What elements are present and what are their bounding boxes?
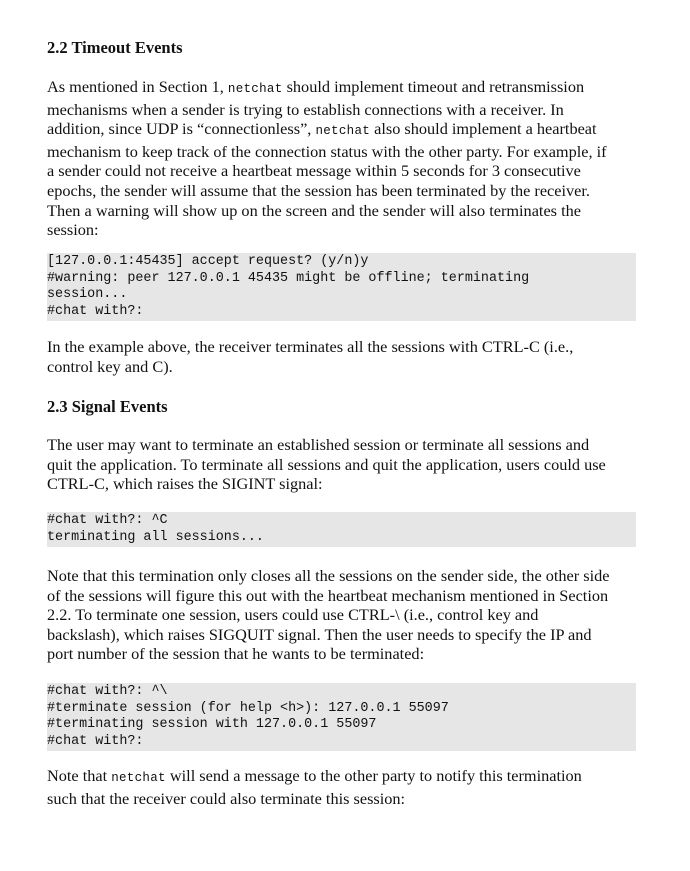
text-run: such that the receiver could also terminate this session: bbox=[47, 788, 406, 808]
text-run: port number of the session that he wants to be terminated: bbox=[47, 644, 425, 664]
paragraph-timeout-example bbox=[47, 337, 639, 376]
code-line: #chat with?: bbox=[47, 733, 144, 749]
paragraph-line bbox=[47, 220, 639, 240]
paragraph-line bbox=[47, 455, 639, 475]
paragraph-signal-final bbox=[47, 766, 639, 808]
paragraph-line bbox=[47, 201, 639, 221]
paragraph-line bbox=[47, 605, 639, 625]
inline-code: netchat bbox=[111, 771, 166, 785]
paragraph-line bbox=[47, 100, 639, 120]
text-run: In the example above, the receiver terminates all the sessions with CTRL-C (i.e., bbox=[47, 337, 574, 356]
code-block-timeout bbox=[47, 253, 636, 321]
paragraph-signal-note bbox=[47, 566, 639, 664]
text-run: Note that this termination only closes all the sessions on the sender side, the other side bbox=[47, 566, 610, 585]
text-run: 2.2. To terminate one session, users could use CTRL-\ (i.e., control key and bbox=[47, 605, 539, 625]
text-run: mechanisms when a sender is trying to establish connections with a receiver. In bbox=[47, 99, 564, 119]
text-run: Then a warning will show up on the screen and the sender will also terminates the bbox=[47, 200, 581, 220]
code-line: #terminating session with 127.0.0.1 55097 bbox=[47, 717, 377, 732]
inline-code: netchat bbox=[227, 82, 283, 96]
code-line: #chat with?: ^\ bbox=[47, 684, 168, 699]
paragraph-line bbox=[47, 474, 639, 494]
paragraph-line bbox=[47, 789, 639, 809]
section-heading-timeout: 2.2 Timeout Events bbox=[47, 38, 183, 57]
text-run: As mentioned in Section 1, bbox=[47, 77, 228, 96]
code-line: terminating all sessions... bbox=[47, 529, 264, 545]
paragraph-line bbox=[47, 181, 639, 201]
text-run: quit the application. To terminate all sessions and quit the application, users could use bbox=[47, 454, 606, 474]
code-block-sigint bbox=[47, 512, 636, 547]
paragraph-line bbox=[47, 142, 639, 162]
text-run: epochs, the sender will assume that the session has been terminated by the receiver. bbox=[47, 180, 590, 200]
paragraph-line bbox=[47, 625, 639, 645]
inline-code: netchat bbox=[315, 124, 371, 139]
text-run: will send a message to the other party to notify this termination bbox=[165, 766, 582, 785]
text-run: backslash), which raises SIGQUIT signal. Then the user needs to specify the IP and bbox=[47, 624, 592, 644]
paragraph-line bbox=[47, 566, 639, 586]
paragraph-line bbox=[47, 766, 639, 789]
code-block-sigquit bbox=[47, 683, 636, 751]
text-run: mechanism to keep track of the connection status with the other party. For example, if bbox=[47, 141, 607, 161]
paragraph-line bbox=[47, 119, 639, 142]
code-line: #chat with?: ^C bbox=[47, 513, 168, 528]
text-run: should implement timeout and retransmission bbox=[282, 77, 585, 96]
text-run: Note that bbox=[47, 766, 112, 785]
code-line: #chat with?: bbox=[47, 303, 144, 319]
section-heading-signal: 2.3 Signal Events bbox=[47, 397, 168, 416]
paragraph-line bbox=[47, 435, 639, 455]
text-run: a sender could not receive a heartbeat message within 5 seconds for 3 consecutive bbox=[47, 161, 581, 181]
text-run: control key and C). bbox=[47, 356, 173, 376]
text-run: session: bbox=[47, 220, 99, 240]
paragraph-line bbox=[47, 644, 639, 664]
paragraph-timeout-intro bbox=[47, 77, 639, 240]
code-line: session... bbox=[47, 287, 128, 302]
paragraph-line bbox=[47, 337, 639, 357]
paragraph-signal-intro bbox=[47, 435, 639, 494]
code-line: #terminate session (for help <h>): 127.0.0.1 55097 bbox=[47, 700, 449, 716]
text-run: addition, since UDP is “connectionless”, bbox=[47, 119, 316, 139]
paragraph-line bbox=[47, 357, 639, 377]
paragraph-line bbox=[47, 77, 639, 100]
text-run: of the sessions will figure this out with the heartbeat mechanism mentioned in Section bbox=[47, 585, 609, 605]
text-run: CTRL-C, which raises the SIGINT signal: bbox=[47, 474, 323, 494]
text-run: The user may want to terminate an established session or terminate all sessions and bbox=[47, 435, 590, 454]
paragraph-line bbox=[47, 161, 639, 181]
text-run: also should implement a heartbeat bbox=[370, 119, 597, 139]
paragraph-line bbox=[47, 586, 639, 606]
code-line: #warning: peer 127.0.0.1 45435 might be offline; terminating bbox=[47, 270, 530, 286]
code-line: [127.0.0.1:45435] accept request? (y/n)y bbox=[47, 254, 369, 269]
